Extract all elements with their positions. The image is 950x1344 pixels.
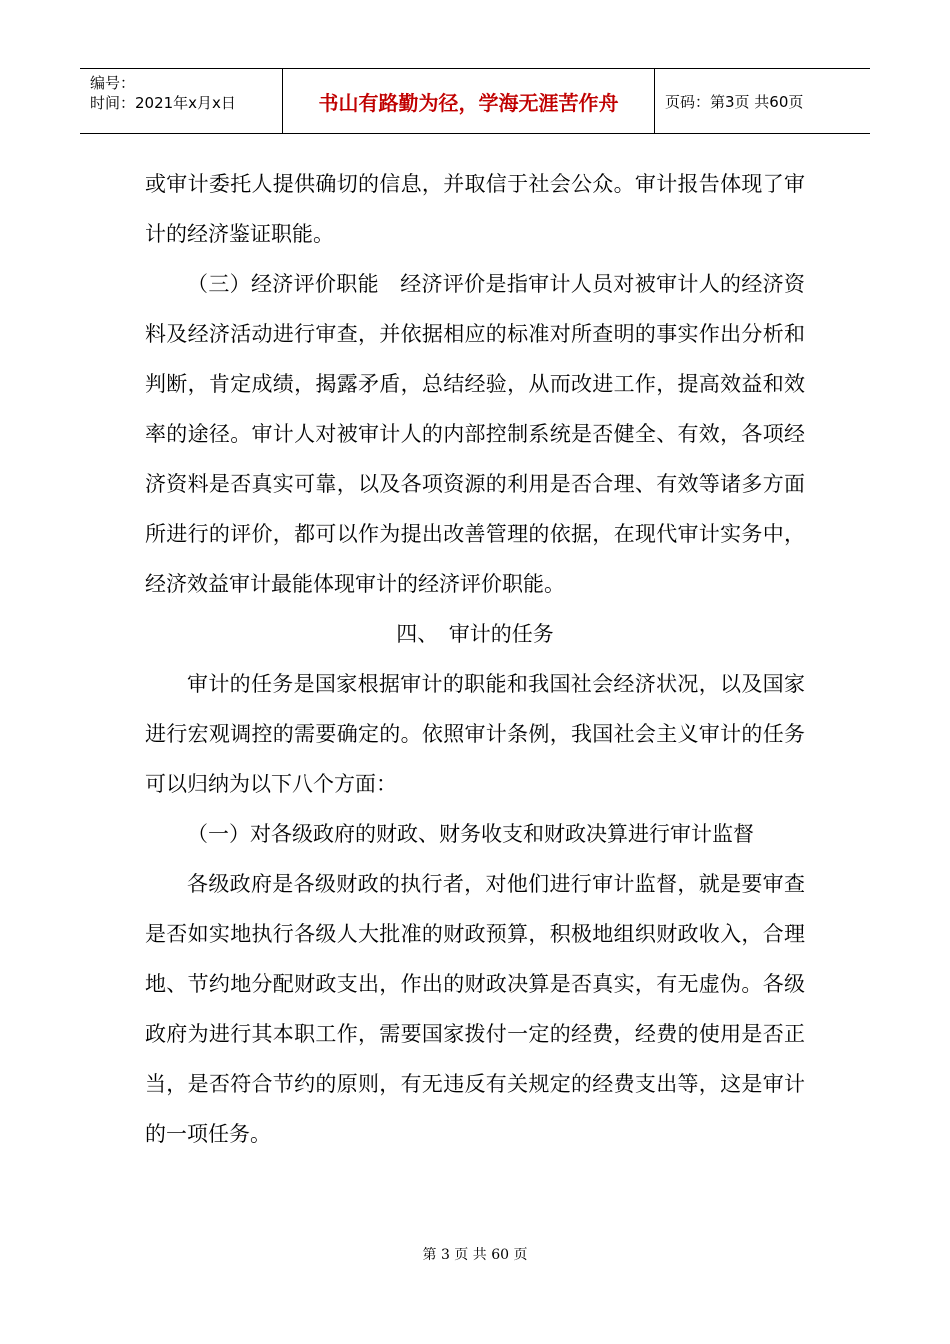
page-footer: 第 3 页 共 60 页 (422, 1247, 528, 1263)
header-meta (80, 69, 282, 133)
paragraph-economic-evaluation: （三）经济评价职能 经济评价是指审计人员对被审计人的经济资料及经济活动进行审查，并依据相应的标准对所查明的事实作出分析和判断，肯定成绩，揭露矛盾，总结经验，从而改进工作，提高效益和效率的途径。审计人对被审计人的内部控制系统是否健全、有效，各项经济资料是否真实可靠，以及各项资源的利用是否合理、有效等诸多方面所进行的评价，都可以作为提出改善管理的依据，在现代审计实务中，经济效益审计最能体现审计的经济评价职能。 (145, 272, 805, 596)
document-body (145, 159, 805, 1159)
document-time-label: 时间：2021年x月x日 (90, 94, 236, 112)
paragraph-government-audit: 各级政府是各级财政的执行者，对他们进行审计监督，就是要审查是否如实地执行各级人大批准的财政预算，积极地组织财政收入，合理地、节约地分配财政支出，作出的财政决算是否真实，有无虚伪。各级政府为进行其本职工作，需要国家拨付一定的经费，经费的使用是否正当，是否符合节约的原则，有无违反有关规定的经费支出等，这是审计的一项任务。 (145, 872, 805, 1146)
subheading-government-audit: （一）对各级政府的财政、财务收支和财政决算进行审计监督 (187, 822, 754, 846)
header-page-info: 页码：第3页 共60页 (665, 92, 804, 111)
document-number-label: 编号： (90, 74, 136, 92)
section-heading: 四、 审计的任务 (396, 622, 554, 646)
page-header (80, 68, 870, 134)
paragraph-continued: 或审计委托人提供确切的信息，并取信于社会公众。审计报告体现了审计的经济鉴证职能。 (145, 172, 805, 246)
paragraph-audit-tasks: 审计的任务是国家根据审计的职能和我国社会经济状况，以及国家进行宏观调控的需要确定的。依照审计条例，我国社会主义审计的任务可以归纳为以下八个方面： (145, 672, 805, 796)
header-motto: 书山有路勤为径，学海无涯苦作舟 (282, 69, 655, 133)
